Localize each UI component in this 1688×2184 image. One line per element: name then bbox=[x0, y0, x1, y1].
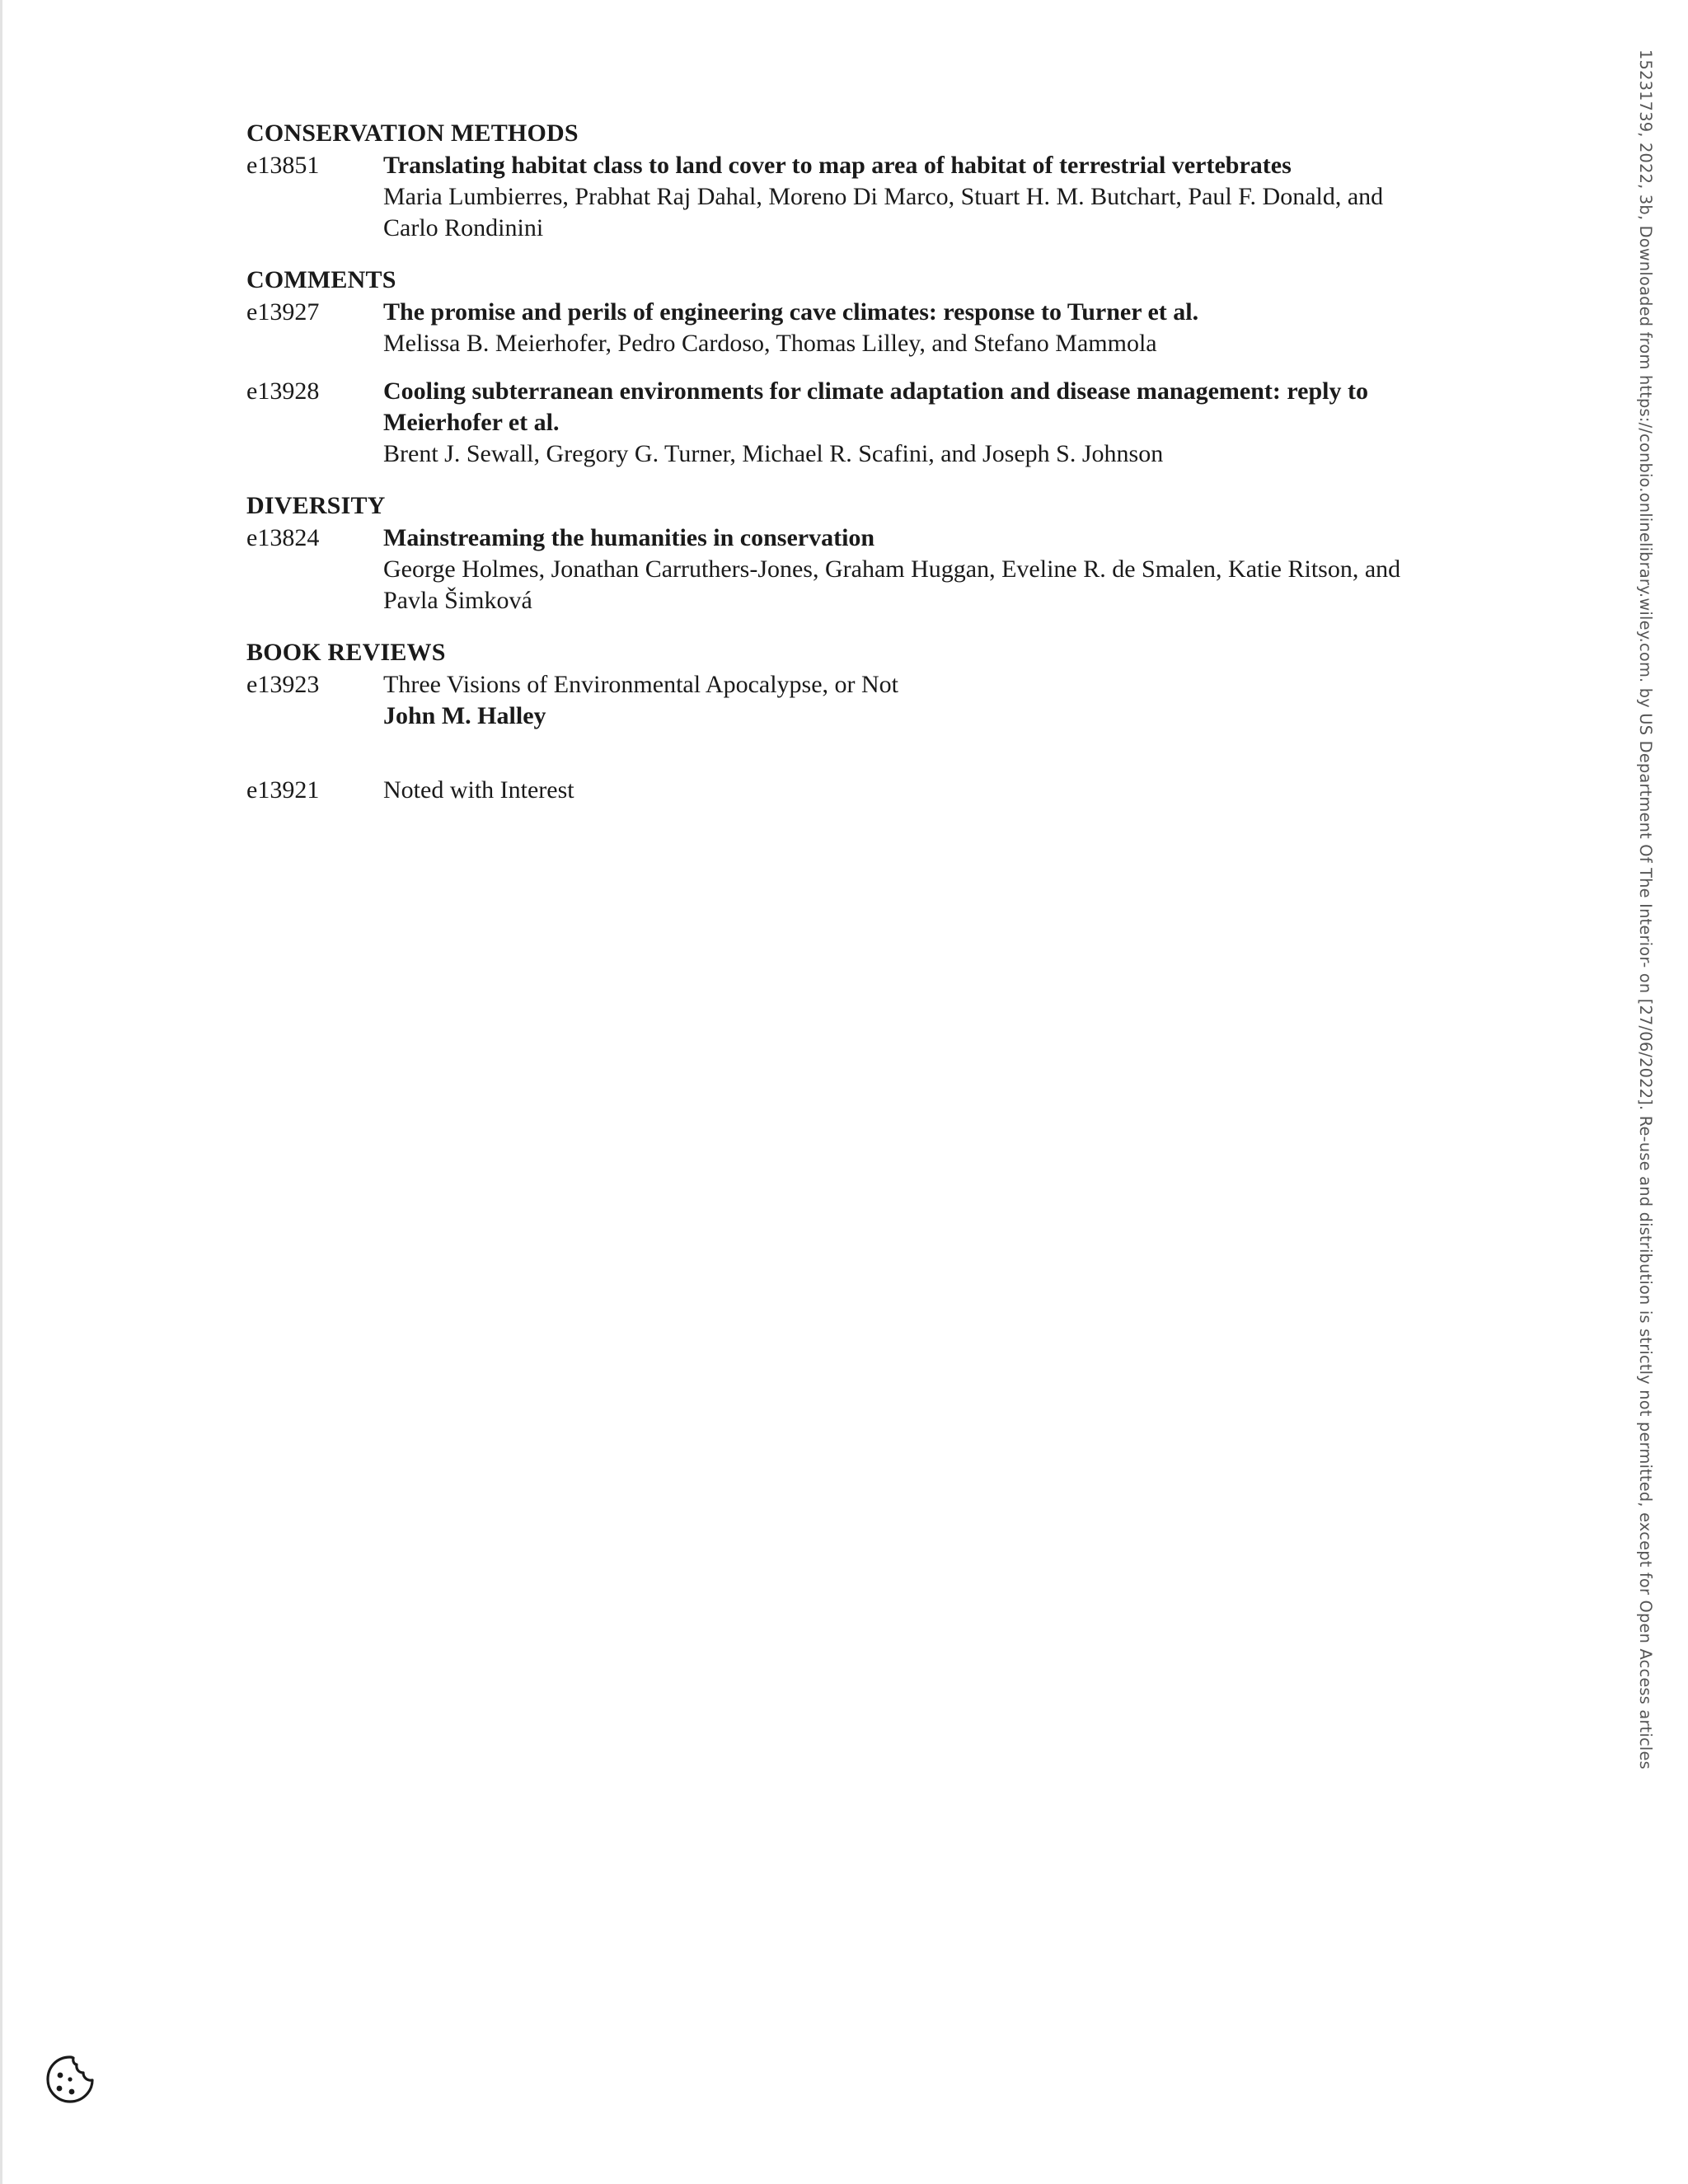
section-comments bbox=[246, 264, 1417, 470]
entry-title[interactable]: Noted with Interest bbox=[383, 776, 574, 804]
entry-id: e13928 bbox=[246, 377, 320, 405]
page-edge bbox=[0, 0, 2, 2184]
section-title: COMMENTS bbox=[246, 266, 396, 293]
section-title: CONSERVATION METHODS bbox=[246, 120, 579, 147]
entry-body bbox=[383, 775, 1417, 806]
cookie-icon[interactable] bbox=[41, 2050, 99, 2108]
toc-entry[interactable] bbox=[246, 150, 1417, 244]
entry-body bbox=[383, 669, 1417, 732]
entry-body bbox=[383, 523, 1417, 616]
section-title: BOOK REVIEWS bbox=[246, 639, 446, 666]
toc-entry[interactable] bbox=[246, 669, 1417, 732]
entry-body bbox=[383, 376, 1417, 470]
table-of-contents bbox=[246, 117, 1417, 806]
section-conservation-methods bbox=[246, 117, 1417, 244]
download-notice bbox=[1632, 49, 1665, 1769]
entry-authors: Brent J. Sewall, Gregory G. Turner, Michael R. Scafini, and Joseph S. Johnson bbox=[383, 440, 1164, 467]
entry-body bbox=[383, 150, 1417, 244]
entry-id: e13824 bbox=[246, 524, 320, 551]
toc-entry[interactable] bbox=[246, 523, 1417, 616]
section-title: DIVERSITY bbox=[246, 492, 386, 519]
entry-authors: George Holmes, Jonathan Carruthers-Jones, Graham Huggan, Eveline R. de Smalen, Katie Ritson, and Pavla Šimková bbox=[383, 555, 1401, 614]
entry-id: e13921 bbox=[246, 776, 320, 804]
entry-title[interactable]: Three Visions of Environmental Apocalypse, or Not bbox=[383, 671, 899, 698]
toc-entry[interactable] bbox=[246, 297, 1417, 359]
entry-title[interactable]: The promise and perils of engineering cave climates: response to Turner et al. bbox=[383, 298, 1199, 326]
entry-authors: John M. Halley bbox=[383, 702, 546, 729]
entry-authors: Maria Lumbierres, Prabhat Raj Dahal, Moreno Di Marco, Stuart H. M. Butchart, Paul F. Donald, and Carlo Rondinini bbox=[383, 183, 1384, 241]
section-book-reviews bbox=[246, 636, 1417, 732]
entry-body bbox=[383, 297, 1417, 359]
entry-authors: Melissa B. Meierhofer, Pedro Cardoso, Thomas Lilley, and Stefano Mammola bbox=[383, 330, 1157, 357]
entry-id: e13923 bbox=[246, 671, 320, 698]
entry-id: e13851 bbox=[246, 152, 320, 179]
entry-title[interactable]: Mainstreaming the humanities in conservation bbox=[383, 524, 875, 551]
toc-entry[interactable] bbox=[246, 376, 1417, 470]
download-notice-text: 15231739, 2022, 3b, Downloaded from https://conbio.onlinelibrary.wiley.com. by US Department Of The Interior- on [27/06/2022]. Re-use and distribution is strictly not permitted, except for Open Access articles bbox=[1636, 49, 1655, 1769]
toc-entry-noted-with-interest[interactable] bbox=[246, 775, 1417, 806]
section-diversity bbox=[246, 490, 1417, 616]
entry-title[interactable]: Translating habitat class to land cover to map area of habitat of terrestrial vertebrates bbox=[383, 152, 1292, 179]
entry-id: e13927 bbox=[246, 298, 320, 326]
entry-title[interactable]: Cooling subterranean environments for climate adaptation and disease management: reply to Meierhofer et al. bbox=[383, 377, 1368, 436]
